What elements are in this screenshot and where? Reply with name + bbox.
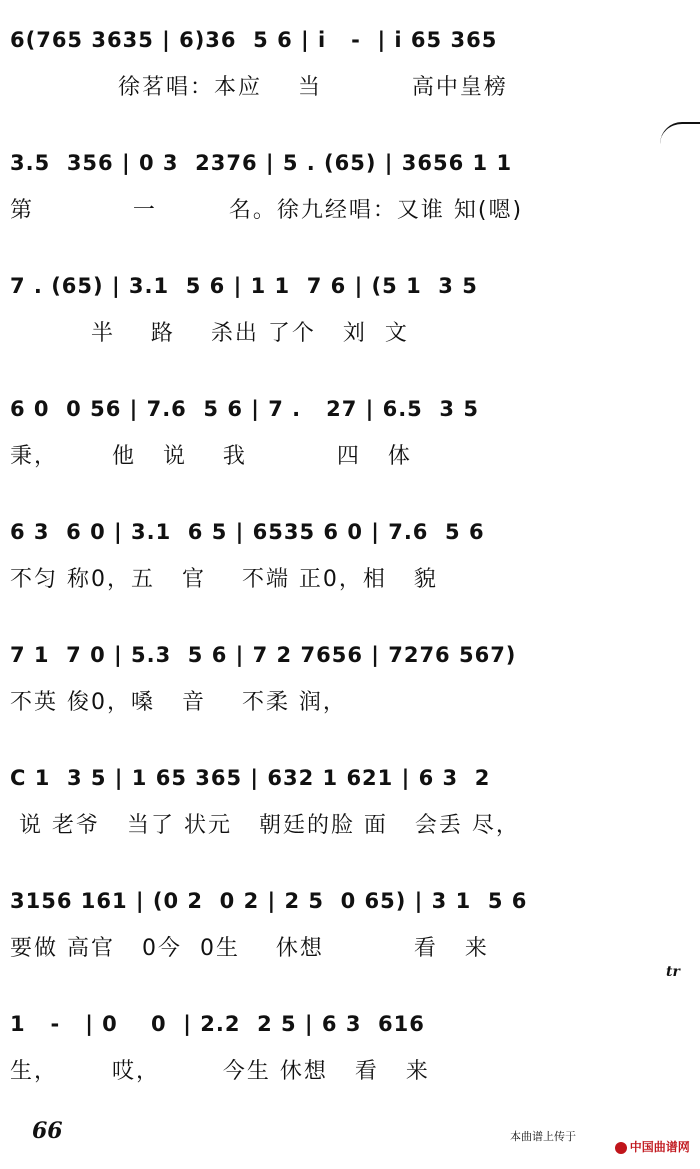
lyrics-line: 第 一 名。徐九经唱：又谁 知(嗯): [10, 198, 524, 223]
system-2: [0, 135, 700, 253]
site-logo-icon: [615, 1142, 627, 1154]
lyrics-line: 要做 高官 0今 0生 休想 看 来: [10, 936, 489, 961]
site-name: 中国曲谱网: [629, 1140, 690, 1154]
notation-line: 3.5 356 | 0 3 2376 | 5 . (65) | 3656 1 1: [10, 151, 513, 175]
upload-note: 本曲谱上传于: [510, 1130, 576, 1143]
notation-line: 6(765 3635 | 6)36 5 6 | i - | i 65 365: [10, 28, 498, 52]
lyrics-line: 半 路 杀出 了个 刘 文: [10, 321, 409, 346]
page-number: 66: [32, 1118, 63, 1144]
notation-line: 6 3 6 0 | 3.1 6 5 | 6535 6 0 | 7.6 5 6: [10, 520, 485, 544]
system-4: [0, 381, 700, 499]
notation-line: 7 . (65) | 3.1 5 6 | 1 1 7 6 | (5 1 3 5: [10, 274, 478, 298]
lyrics-line: 徐茗唱：本应 当 高中皇榜: [100, 75, 508, 100]
lyrics-line: 不匀 称0，五 官 不端 正0，相 貌: [10, 567, 438, 592]
system-3: [0, 258, 700, 376]
notation-line: C 1 3 5 | 1 65 365 | 632 1 621 | 6 3 2: [10, 766, 491, 790]
system-7: [0, 750, 700, 868]
notation-line: 1 - | 0 0 | 2.2 2 5 | 6 3 616: [10, 1012, 425, 1036]
system-5: [0, 504, 700, 622]
system-1: [0, 12, 700, 130]
system-6: [0, 627, 700, 745]
lyrics-line: 秉， 他 说 我 四 体: [10, 444, 412, 469]
lyrics-line: 生， 哎， 今生 休想 看 来: [10, 1059, 430, 1084]
lyrics-line: 不英 俊0，嗓 音 不柔 润，: [10, 690, 347, 715]
notation-line: 3156 161 | (0 2 0 2 | 2 5 0 65) | 3 1 5 6: [10, 889, 528, 913]
lyrics-line: 说 老爷 当了 状元 朝廷的脸 面 会丢 尽，: [10, 813, 520, 838]
site-logo: [598, 1124, 690, 1169]
trill-mark: tr: [666, 964, 680, 980]
notation-line: 6 0 0 56 | 7.6 5 6 | 7 . 27 | 6.5 3 5: [10, 397, 479, 421]
system-8: [0, 873, 700, 991]
system-9: [0, 996, 700, 1114]
notation-line: 7 1 7 0 | 5.3 5 6 | 7 2 7656 | 7276 567): [10, 643, 517, 667]
